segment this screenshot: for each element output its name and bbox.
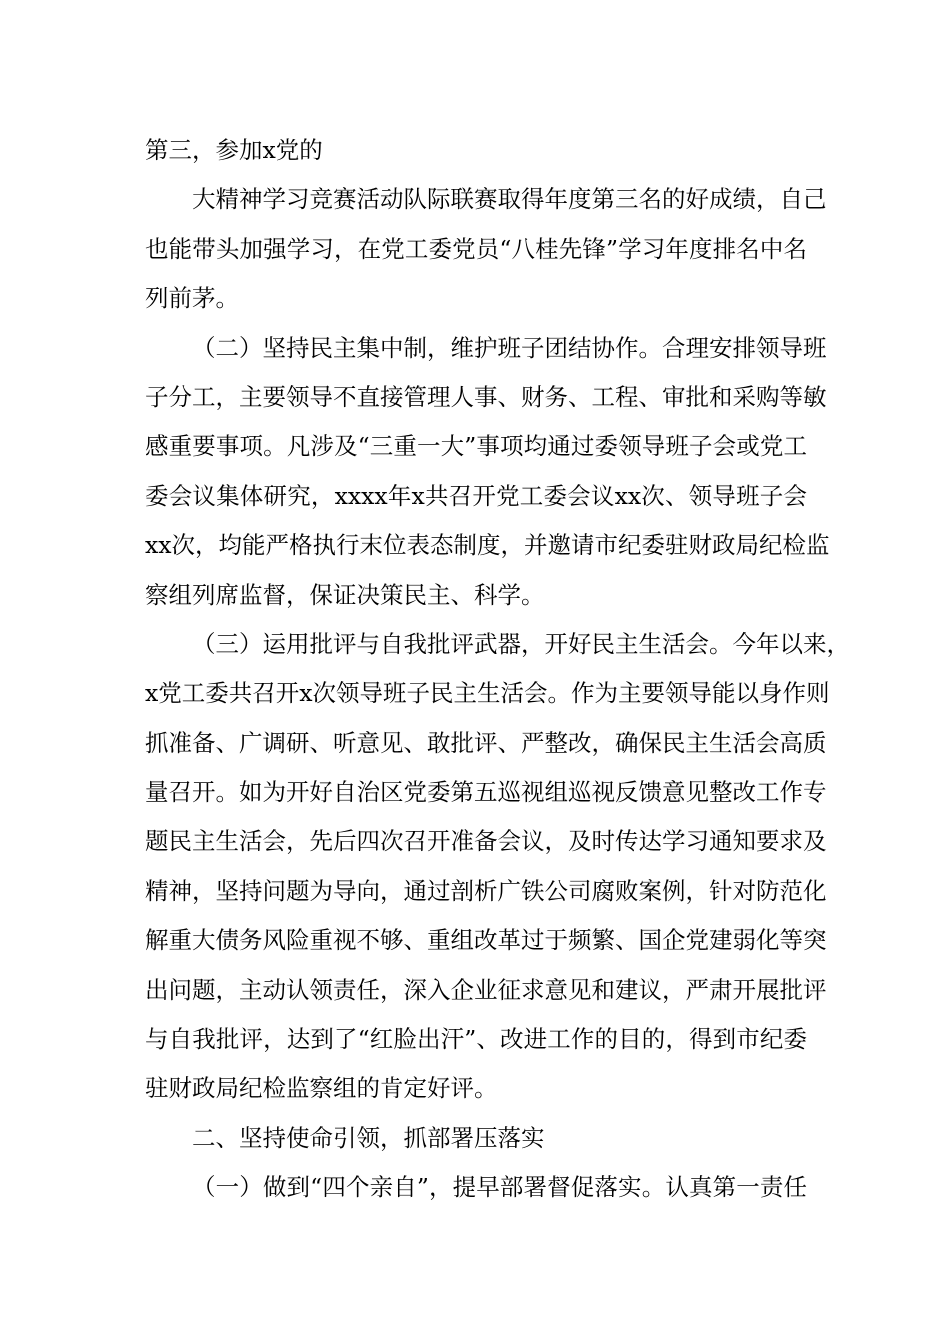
text-line: （三）运用批评与自我批评武器，开好民主生活会。今年以来， [192, 629, 850, 658]
text-line: 也能带头加强学习，在党工委党员“八桂先锋”学习年度排名中名 [145, 234, 807, 263]
text-line: 出问题，主动认领责任，深入企业征求意见和建议，严肃开展批评 [145, 975, 827, 1004]
text-line: 第三，参加x党的 [145, 136, 323, 164]
text-line: （二）坚持民主集中制，维护班子团结协作。合理安排领导班 [192, 333, 827, 362]
text-line: xx次，均能严格执行末位表态制度，并邀请市纪委驻财政局纪检监 [145, 531, 830, 560]
text-line: 大精神学习竞赛活动队际联赛取得年度第三名的好成绩，自己 [192, 185, 827, 214]
text-line: 驻财政局纪检监察组的肯定好评。 [145, 1074, 498, 1103]
text-line: 抓准备、广调研、听意见、敢批评、严整改，确保民主生活会高质 [145, 728, 827, 757]
text-line: 委会议集体研究，xxxx年x共召开党工委会议xx次、领导班子会 [145, 481, 807, 510]
text-line: 列前茅。 [145, 284, 239, 313]
text-line: 解重大债务风险重视不够、重组改革过于频繁、国企党建弱化等突 [145, 926, 827, 955]
text-line: 察组列席监督，保证决策民主、科学。 [145, 580, 545, 609]
text-line: 题民主生活会，先后四次召开准备会议，及时传达学习通知要求及 [145, 827, 827, 856]
text-line: 量召开。如为开好自治区党委第五巡视组巡视反馈意见整改工作专 [145, 778, 827, 807]
text-line: （一）做到“四个亲自”，提早部署督促落实。认真第一责任 [192, 1173, 807, 1202]
text-line: 子分工，主要领导不直接管理人事、财务、工程、审批和采购等敏 [145, 382, 827, 411]
body-text [145, 126, 850, 1213]
section-heading: 二、坚持使命引领，抓部署压落实 [192, 1123, 545, 1152]
text-line: 感重要事项。凡涉及“三重一大”事项均通过委领导班子会或党工 [145, 432, 807, 461]
text-line: x党工委共召开x次领导班子民主生活会。作为主要领导能以身作则 [145, 679, 830, 708]
text-line: 精神，坚持问题为导向，通过剖析广铁公司腐败案例，针对防范化 [145, 876, 827, 905]
text-line: 与自我批评，达到了“红脸出汗”、改进工作的目的，得到市纪委 [145, 1025, 807, 1054]
